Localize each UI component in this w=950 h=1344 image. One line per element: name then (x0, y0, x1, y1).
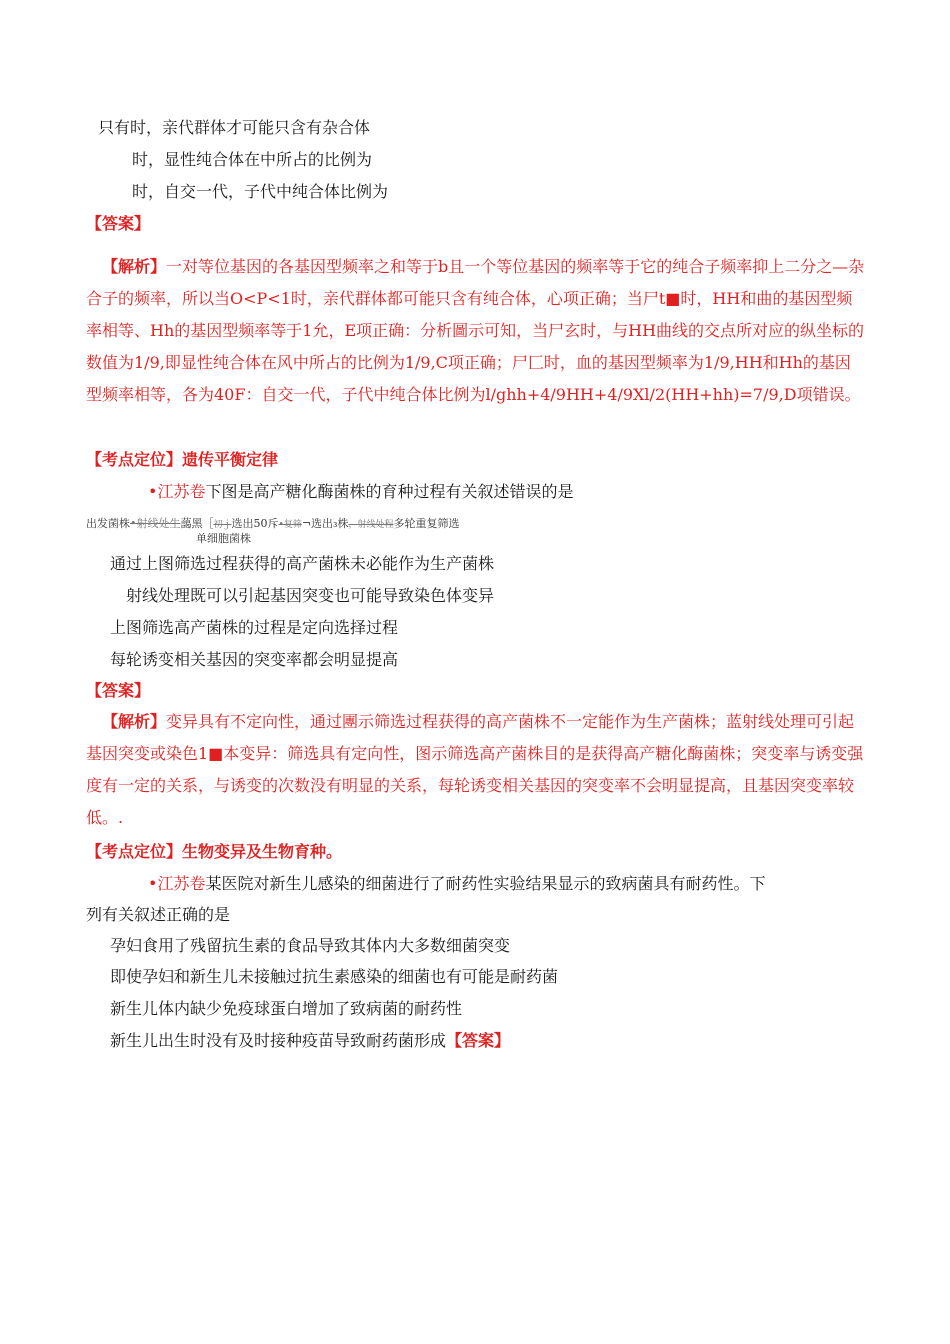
q2-analysis-text: 变异具有不定向性，通过團示筛选过程获得的高产菌株不一定能作为生产菌株；蓝射线处理可引起基因突变或染色1■本变异：筛选具有定向性，图示筛选高产菌株目的是获得高产糖化酶菌株；突变率与诱变强度有一定的关系，与诱变的次数没有明显的关系，每轮诱变相关基因的突变率不会明显提高，且基因突变率较低。. (86, 712, 864, 827)
q2-option-a: 通过上图筛选过程获得的高产菌株未必能作为生产菌株 (110, 554, 495, 573)
q3-option-b: 即使孕妇和新生儿未接触过抗生素感染的细菌也有可能是耐药菌 (110, 967, 559, 986)
q2-option-b: 射线处理既可以引起基因突变也可能导致染色体变异 (126, 586, 495, 605)
diagram-select-strains: ¬选出 (301, 517, 334, 530)
q2-analysis (86, 706, 866, 834)
q3-option-c: 新生儿体内缺少免疫球蛋白增加了致病菌的耐药性 (110, 999, 463, 1018)
diagram-flow-row (86, 517, 459, 532)
diagram-prescreen: 初ｊ (213, 520, 232, 530)
q3-source: •江苏卷 (148, 874, 206, 893)
q1-option-c: 时，显性纯合体在中所占的比例为 (132, 150, 373, 169)
q3-option-d: 新生儿出生时没有及时接种疫苗导致耐药菌形成 (110, 1031, 447, 1050)
q2-source: •江苏卷 (148, 482, 206, 501)
q1-analysis-label: 【解析】 (102, 257, 167, 276)
q2-answer-label: 【答案】 (86, 681, 151, 700)
q3-option-d-line (110, 1031, 510, 1051)
q2-analysis-label: 【解析】 (102, 712, 167, 731)
q2-option-d: 每轮诱变相关基因的突变率都会明显提高 (110, 650, 399, 669)
diagram-rescreen: •复筛 (278, 520, 302, 530)
q1-analysis-text: 一对等位基因的各基因型频率之和等于b且一个等位基因的频率等于它的纯合子频率抑上二分之—杂合子的频率，所以当O<P<1时，亲代群体都可能只含有纯合体，心项正确；当尸t■时，HH和曲的基因型频率相等、Hh的基因型频率等于1允，E项正确：分析圖示可知，当尸玄时，与HH曲线的交点所对应的纵坐标的数值为1/9,即显性纯合体在风中所占的比例为1/9,C项正确；尸匚时，血的基因型频率为1/9,HH和Hh的基因型频率相等，各为40F：自交一代，子代中纯合体比例为l/ghh+4/9HH+4/9Xl/2(HH+hh)=7/9,D项错误。 (86, 257, 865, 404)
diagram-start-strain: 出发菌株 (86, 517, 130, 530)
diagram-arrow-ray-1: •射线处生 (130, 517, 181, 530)
q2-stem (148, 482, 573, 502)
q2-kaodian-text: 生物变异及生物育种。 (182, 842, 343, 861)
q3-stem-line-1 (148, 874, 765, 894)
q2-stem-text: 下图是高产糖化酶菌株的育种过程有关叙述错误的是 (205, 482, 574, 501)
diagram-multi-round: 多轮重复筛选 (393, 517, 460, 530)
diagram-strains: ₃株 (333, 517, 349, 530)
q1-kaodian-label: 【考点定位】 (86, 450, 183, 469)
diagram-step-1: 藹黑［ (180, 517, 214, 530)
q1-kaodian (86, 450, 278, 470)
q2-kaodian (86, 842, 342, 862)
q1-option-d: 时，自交一代，子代中纯合体比例为 (132, 182, 389, 201)
q1-analysis (86, 251, 866, 411)
q2-kaodian-label: 【考点定位】 (86, 842, 183, 861)
q3-answer-label: 【答案】 (446, 1031, 511, 1050)
diagram-single-cell-strain: 单细胞菌株 (196, 532, 251, 545)
q1-answer-label: 【答案】 (86, 214, 151, 233)
q3-stem-text-1: 某医院对新生儿感染的细菌进行了耐药性实验结果显示的致病菌具有耐药性。下 (205, 874, 766, 893)
q2-option-c: 上图筛选高产菌株的过程是定向选择过程 (110, 618, 399, 637)
q3-option-a: 孕妇食用了残留抗生素的食品导致其体内大多数细菌突变 (110, 936, 511, 955)
q3-stem-line-2: 列有关叙述正确的是 (86, 905, 231, 924)
q1-option-b: 只有时，亲代群体才可能只含有杂合体 (98, 118, 371, 137)
q1-kaodian-text: 遗传平衡定律 (182, 450, 279, 469)
diagram-arrow-ray-2: ，射线处程 (348, 520, 394, 530)
diagram-select-50: 选出50斥 (231, 517, 279, 530)
